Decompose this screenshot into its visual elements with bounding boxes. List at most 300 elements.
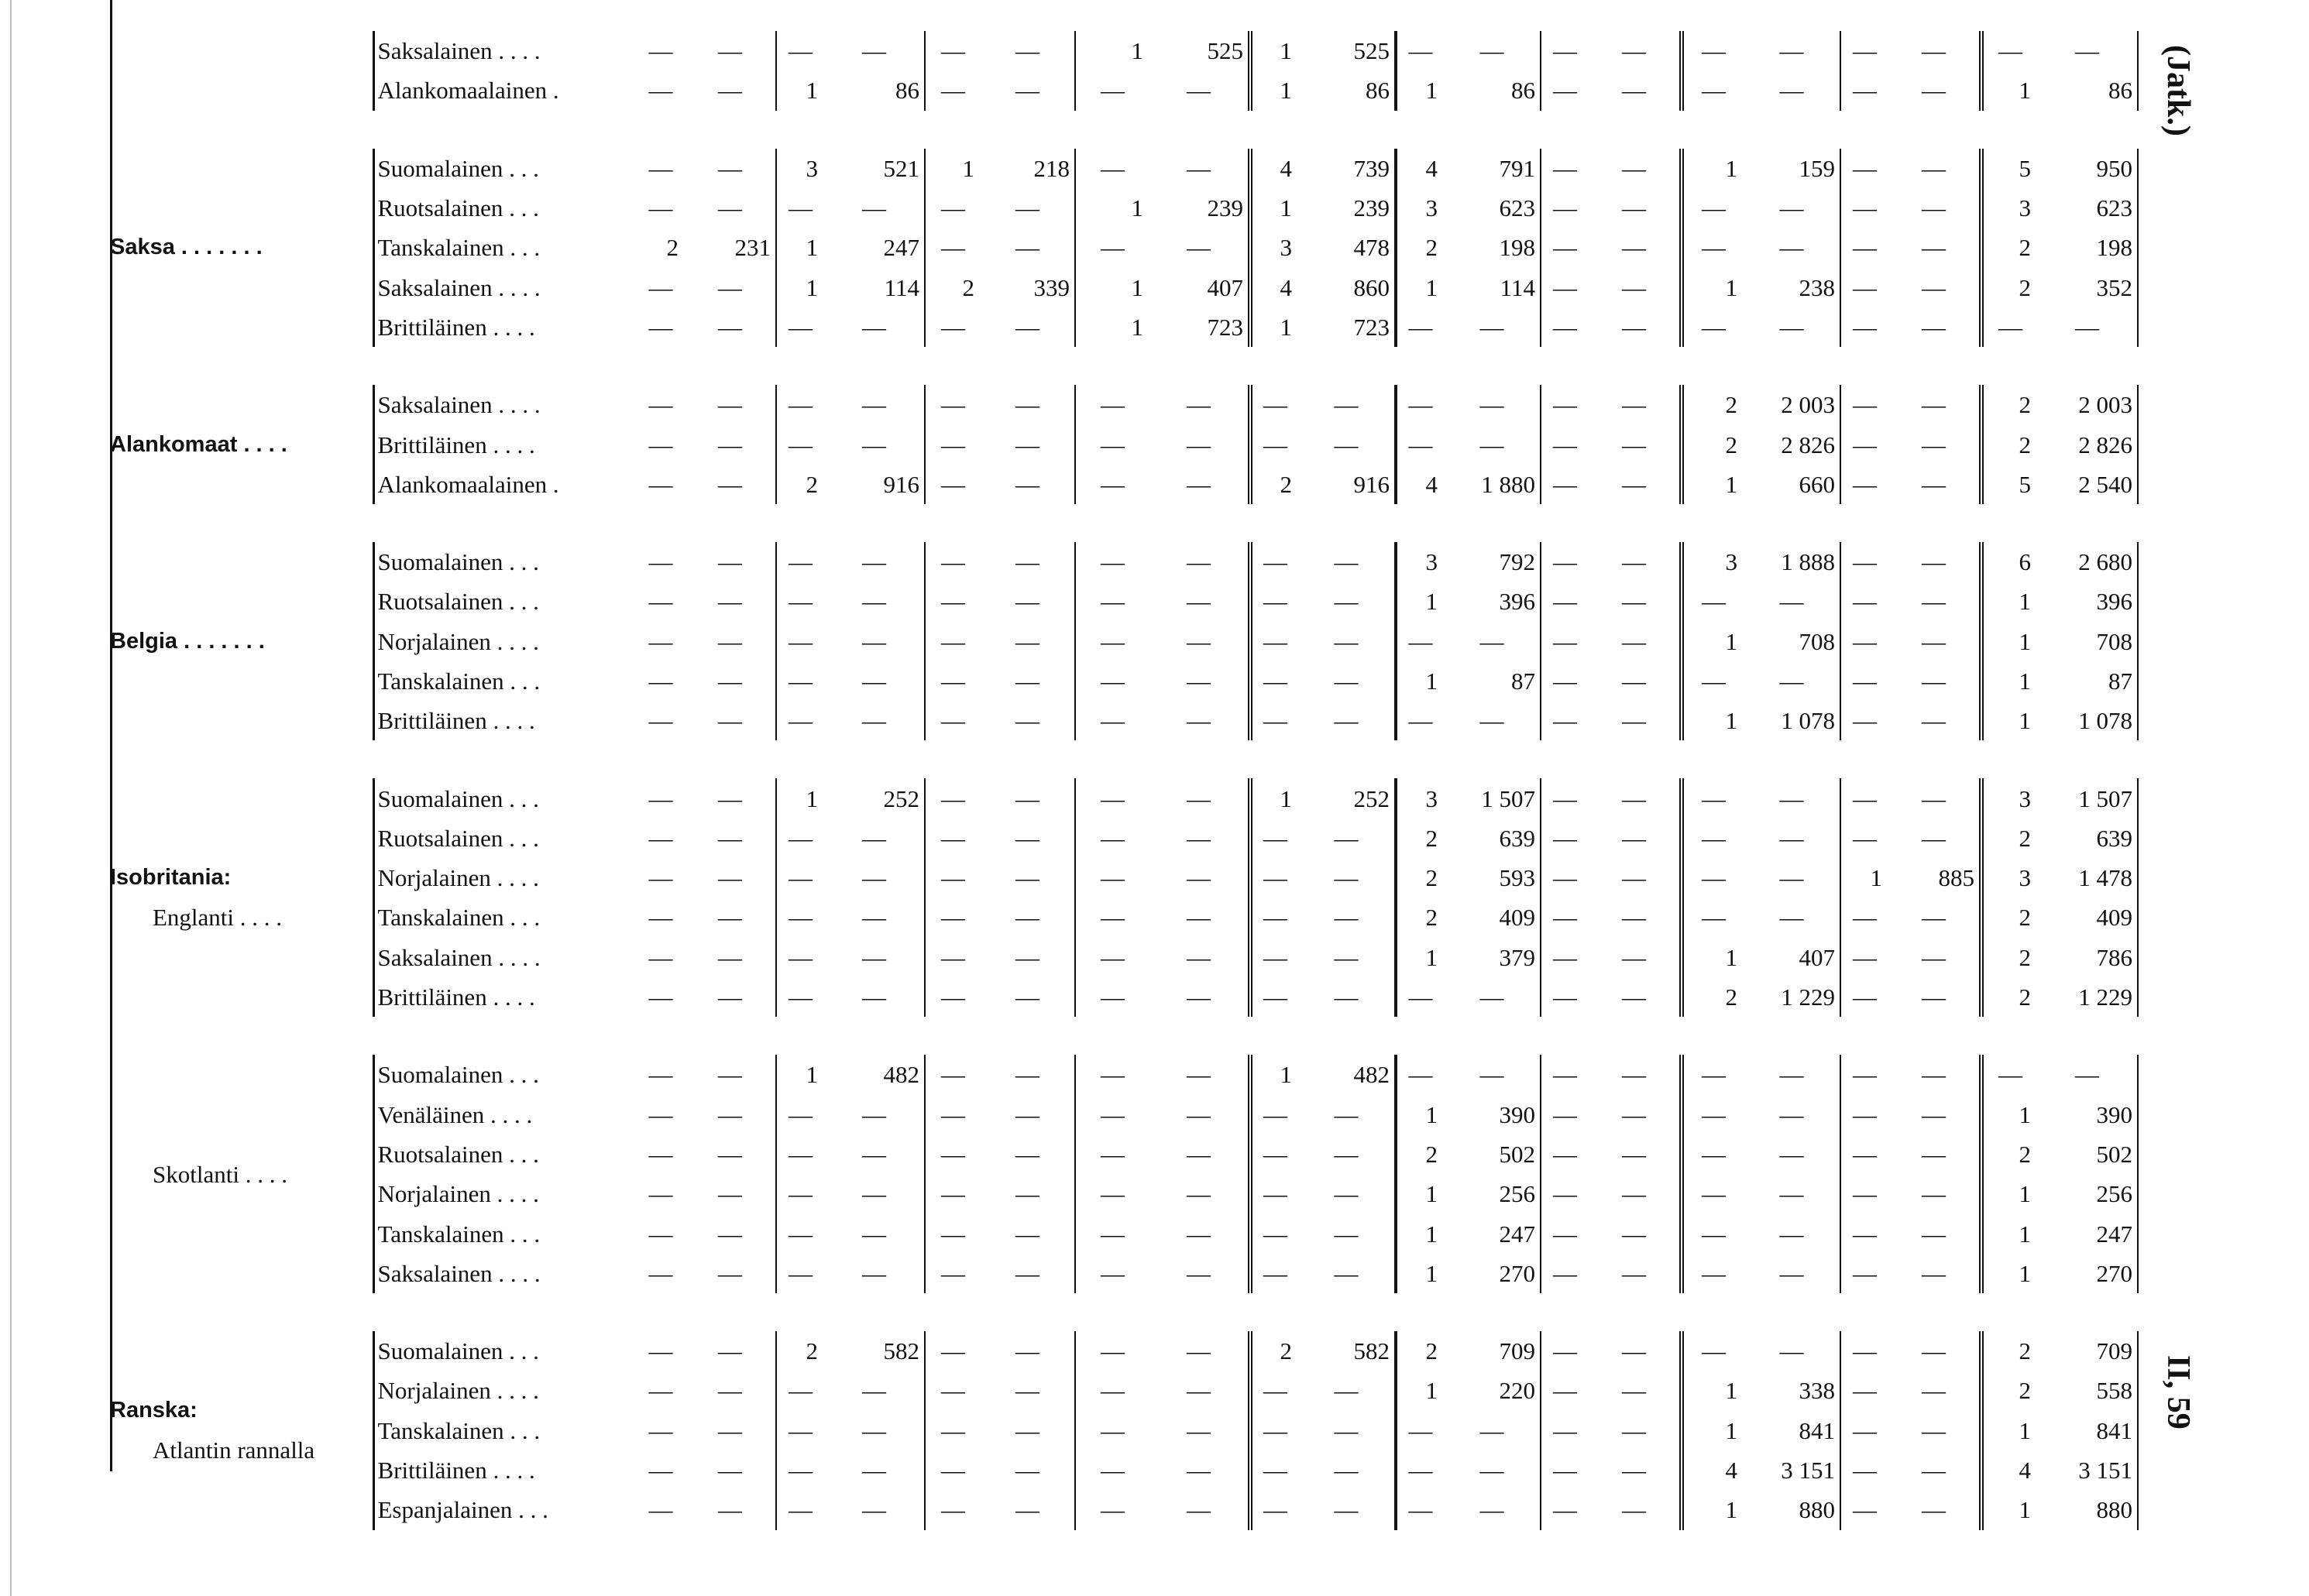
tonnage-cell: —	[1744, 1134, 1840, 1174]
table-row	[110, 1411, 2138, 1450]
count-cell: —	[648, 391, 673, 419]
count-cell: 1	[1280, 313, 1292, 341]
count-cell: —	[1702, 1061, 1726, 1089]
tonnage-cell: —	[1298, 701, 1396, 740]
count-cell: —	[1853, 627, 1877, 655]
count-cell: —	[1702, 77, 1726, 105]
count-cell: —	[1853, 824, 1877, 852]
count-cell: —	[789, 194, 813, 222]
count-cell: 2	[1425, 824, 1438, 852]
count-cell: —	[1101, 1100, 1125, 1128]
tonnage-cell: —	[1149, 1134, 1250, 1174]
group-spacer	[110, 504, 2138, 542]
count-cell: —	[941, 431, 965, 458]
table-row	[110, 307, 2138, 347]
tonnage-cell: —	[1444, 701, 1541, 740]
count-cell: 2	[666, 234, 679, 262]
count-cell: —	[1553, 273, 1577, 301]
count-cell: —	[1408, 1416, 1433, 1444]
count-cell: —	[1408, 983, 1433, 1011]
tonnage-cell: —	[824, 1490, 925, 1529]
count-cell: —	[941, 1140, 965, 1168]
tonnage-cell: 1 507	[2037, 778, 2138, 818]
tonnage-cell: 1 078	[2037, 701, 2138, 740]
tonnage-cell: 114	[1444, 267, 1541, 307]
count-cell: —	[941, 1416, 965, 1444]
count-cell: —	[1263, 1140, 1287, 1168]
flag-nationality: Saksalainen . . . .	[373, 385, 637, 424]
count-cell: 1	[806, 234, 818, 262]
count-cell: 1	[1280, 194, 1292, 222]
count-cell: —	[1263, 864, 1287, 892]
count-cell: —	[1101, 983, 1125, 1011]
count-cell: —	[1853, 983, 1877, 1011]
tonnage-cell: —	[1888, 1174, 1981, 1213]
count-cell: —	[1263, 983, 1287, 1011]
country-cell	[110, 1331, 373, 1529]
count-cell: 3	[1725, 548, 1737, 576]
tonnage-cell: 3 151	[2037, 1450, 2138, 1490]
count-cell: —	[941, 194, 965, 222]
flag-nationality: Ruotsalainen . . .	[373, 582, 637, 621]
count-cell: 1	[2019, 668, 2031, 695]
count-cell: —	[648, 1337, 673, 1365]
tonnage-cell: —	[824, 1411, 925, 1450]
count-cell: —	[1553, 234, 1577, 262]
tonnage-cell: —	[1298, 1174, 1396, 1213]
tonnage-cell: —	[1744, 188, 1840, 228]
count-cell: —	[1408, 37, 1433, 65]
tonnage-cell: 238	[1744, 267, 1840, 307]
tonnage-cell: —	[981, 1134, 1075, 1174]
count-cell: 1	[2019, 1180, 2031, 1208]
country-name: Alankomaat . . . .	[110, 431, 287, 457]
table-row	[110, 1134, 2138, 1174]
count-cell: —	[941, 1496, 965, 1524]
tonnage-cell: 1 888	[1744, 542, 1840, 582]
tonnage-cell: —	[1888, 1490, 1981, 1529]
tonnage-cell: —	[1888, 542, 1981, 582]
tonnage-cell: —	[1149, 385, 1250, 424]
tonnage-cell: —	[1149, 1095, 1250, 1134]
table-row	[110, 1331, 2138, 1371]
tonnage-cell: —	[685, 938, 776, 977]
tonnage-cell: 2 540	[2037, 465, 2138, 504]
tonnage-cell: 220	[1444, 1371, 1541, 1410]
flag-nationality: Tanskalainen . . .	[373, 1213, 637, 1253]
count-cell: —	[789, 1457, 813, 1484]
group-spacer	[110, 740, 2138, 778]
tonnage-cell: —	[1149, 858, 1250, 898]
country-cell	[110, 1055, 373, 1293]
tonnage-cell: 252	[824, 778, 925, 818]
count-cell: —	[1853, 37, 1877, 65]
tonnage-cell: 709	[2037, 1331, 2138, 1371]
count-cell: —	[648, 668, 673, 695]
tonnage-cell: 950	[2037, 149, 2138, 188]
count-cell: —	[648, 37, 673, 65]
tonnage-cell: —	[1149, 977, 1250, 1017]
tonnage-cell: —	[685, 307, 776, 347]
tonnage-cell: —	[981, 465, 1075, 504]
tonnage-cell: —	[1589, 31, 1682, 70]
tonnage-cell: 396	[2037, 582, 2138, 621]
count-cell: —	[648, 1140, 673, 1168]
count-cell: —	[1263, 627, 1287, 655]
table-row	[110, 385, 2138, 424]
count-cell: 3	[2019, 784, 2031, 812]
tonnage-cell: —	[1589, 938, 1682, 977]
tonnage-cell: —	[824, 1450, 925, 1490]
table-row	[110, 1490, 2138, 1529]
count-cell: —	[789, 943, 813, 971]
tonnage-cell: —	[1744, 1331, 1840, 1371]
tonnage-cell: —	[981, 424, 1075, 464]
tonnage-cell: —	[1149, 1490, 1250, 1529]
tonnage-cell: —	[824, 1213, 925, 1253]
tonnage-cell: —	[981, 1254, 1075, 1293]
count-cell: —	[941, 1061, 965, 1089]
count-cell: —	[1853, 194, 1877, 222]
count-cell: 2	[2019, 904, 2031, 932]
count-cell: —	[1101, 627, 1125, 655]
tonnage-cell: —	[685, 31, 776, 70]
flag-nationality: Alankomaalainen .	[373, 465, 637, 504]
count-cell: 1	[1725, 1416, 1737, 1444]
tonnage-cell: —	[1888, 1371, 1981, 1410]
tonnage-cell: —	[824, 622, 925, 661]
count-cell: —	[1263, 1220, 1287, 1248]
tonnage-cell: —	[1744, 307, 1840, 347]
count-cell: —	[1702, 904, 1726, 932]
tonnage-cell: —	[1888, 31, 1981, 70]
table-row	[110, 977, 2138, 1017]
country-name: Belgia . . . . . . .	[110, 628, 265, 654]
tonnage-cell: —	[1298, 1134, 1396, 1174]
region-name: Atlantin rannalla	[153, 1436, 315, 1464]
tonnage-cell: —	[1888, 465, 1981, 504]
tonnage-cell: —	[1149, 1371, 1250, 1410]
tonnage-cell: —	[981, 1490, 1075, 1529]
count-cell: 1	[1725, 470, 1737, 498]
tonnage-cell: —	[1149, 228, 1250, 267]
count-cell: —	[648, 1180, 673, 1208]
count-cell: —	[1101, 1496, 1125, 1524]
count-cell: —	[1853, 904, 1877, 932]
group-spacer	[110, 347, 2138, 385]
count-cell: —	[1408, 1496, 1433, 1524]
count-cell: —	[1553, 470, 1577, 498]
count-cell: —	[1553, 1140, 1577, 1168]
count-cell: —	[789, 627, 813, 655]
count-cell: 2	[1725, 431, 1737, 458]
tonnage-cell: —	[1444, 1411, 1541, 1450]
country-cell	[110, 385, 373, 504]
tonnage-cell: —	[1589, 1254, 1682, 1293]
tonnage-cell: 2 826	[2037, 424, 2138, 464]
count-cell: —	[1263, 707, 1287, 735]
count-cell: 2	[962, 273, 974, 301]
count-cell: —	[1101, 548, 1125, 576]
tonnage-cell: —	[1888, 1213, 1981, 1253]
count-cell: —	[1553, 313, 1577, 341]
tonnage-cell: 639	[1444, 819, 1541, 858]
flag-nationality: Brittiläinen . . . .	[373, 701, 637, 740]
flag-nationality: Brittiläinen . . . .	[373, 1450, 637, 1490]
count-cell: 1	[1725, 154, 1737, 182]
tonnage-cell: 407	[1744, 938, 1840, 977]
count-cell: —	[648, 784, 673, 812]
tonnage-cell: —	[1744, 858, 1840, 898]
count-cell: —	[941, 37, 965, 65]
flag-nationality: Brittiläinen . . . .	[373, 977, 637, 1017]
tonnage-cell: 885	[1888, 858, 1981, 898]
count-cell: 1	[1425, 943, 1438, 971]
count-cell: —	[1408, 707, 1433, 735]
count-cell: —	[1101, 784, 1125, 812]
tonnage-cell: —	[685, 661, 776, 701]
tonnage-cell: —	[1149, 465, 1250, 504]
count-cell: 1	[1725, 1377, 1737, 1405]
tonnage-cell: 198	[1444, 228, 1541, 267]
tonnage-cell: —	[1149, 149, 1250, 188]
country-cell	[110, 542, 373, 740]
tonnage-cell: —	[1744, 582, 1840, 621]
tonnage-cell: 709	[1444, 1331, 1541, 1371]
tonnage-cell: 159	[1744, 149, 1840, 188]
count-cell: —	[1853, 1061, 1877, 1089]
table-row	[110, 1254, 2138, 1293]
tonnage-cell: —	[981, 1371, 1075, 1410]
count-cell: —	[1853, 707, 1877, 735]
tonnage-cell: 660	[1744, 465, 1840, 504]
group-spacer	[110, 111, 2138, 149]
tonnage-cell: —	[1744, 819, 1840, 858]
tonnage-cell: —	[1589, 1411, 1682, 1450]
tonnage-cell: —	[1888, 385, 1981, 424]
count-cell: —	[1853, 1100, 1877, 1128]
table-row	[110, 149, 2138, 188]
tonnage-cell: —	[824, 819, 925, 858]
group-spacer	[110, 1293, 2138, 1331]
tonnage-cell: 252	[1298, 778, 1396, 818]
count-cell: —	[1263, 1457, 1287, 1484]
tonnage-cell: —	[1298, 1450, 1396, 1490]
table-row	[110, 858, 2138, 898]
count-cell: 1	[2019, 1416, 2031, 1444]
flag-nationality: Ruotsalainen . . .	[373, 1134, 637, 1174]
tonnage-cell: 786	[2037, 938, 2138, 977]
count-cell: —	[941, 864, 965, 892]
tonnage-cell: —	[685, 1371, 776, 1410]
count-cell: —	[1101, 77, 1125, 105]
tonnage-cell: 247	[824, 228, 925, 267]
tonnage-cell: —	[1744, 1174, 1840, 1213]
tonnage-cell: —	[1298, 424, 1396, 464]
tonnage-cell: —	[685, 1411, 776, 1450]
tonnage-cell: —	[2037, 1055, 2138, 1094]
count-cell: —	[789, 588, 813, 616]
tonnage-cell: —	[981, 307, 1075, 347]
flag-nationality: Suomalainen . . .	[373, 149, 637, 188]
tonnage-cell: —	[1589, 385, 1682, 424]
tonnage-cell: —	[1888, 582, 1981, 621]
tonnage-cell: —	[824, 661, 925, 701]
count-cell: —	[941, 943, 965, 971]
country-name: Isobritania:	[110, 865, 232, 891]
tonnage-cell: —	[1589, 228, 1682, 267]
tonnage-cell: —	[1888, 228, 1981, 267]
tonnage-cell: 86	[1444, 70, 1541, 110]
tonnage-cell: 270	[2037, 1254, 2138, 1293]
count-cell: 1	[1425, 1259, 1438, 1287]
count-cell: —	[1702, 1180, 1726, 1208]
count-cell: —	[1853, 234, 1877, 262]
tonnage-cell: —	[1589, 149, 1682, 188]
count-cell: —	[1553, 943, 1577, 971]
tonnage-cell: —	[1149, 661, 1250, 701]
count-cell: —	[1101, 470, 1125, 498]
flag-nationality: Norjalainen . . . .	[373, 858, 637, 898]
tonnage-cell: 916	[824, 465, 925, 504]
tonnage-cell: —	[1589, 1174, 1682, 1213]
tonnage-cell: —	[824, 977, 925, 1017]
count-cell: 4	[1725, 1457, 1737, 1484]
count-cell: 2	[2019, 824, 2031, 852]
tonnage-cell: —	[1589, 977, 1682, 1017]
count-cell: —	[941, 1457, 965, 1484]
tonnage-cell: 723	[1298, 307, 1396, 347]
count-cell: —	[1101, 943, 1125, 971]
count-cell: —	[648, 154, 673, 182]
count-cell: 1	[2019, 1100, 2031, 1128]
tonnage-cell: 352	[2037, 267, 2138, 307]
table-row	[110, 938, 2138, 977]
count-cell: —	[648, 707, 673, 735]
flag-nationality: Norjalainen . . . .	[373, 1174, 637, 1213]
tonnage-cell: 916	[1298, 465, 1396, 504]
count-cell: —	[941, 1220, 965, 1248]
tonnage-cell: —	[685, 385, 776, 424]
tonnage-cell: —	[981, 1450, 1075, 1490]
count-cell: —	[1101, 864, 1125, 892]
tonnage-cell: 880	[1744, 1490, 1840, 1529]
tonnage-cell: —	[1744, 228, 1840, 267]
tonnage-cell: 558	[2037, 1371, 2138, 1410]
tonnage-cell: 1 507	[1444, 778, 1541, 818]
tonnage-cell: —	[685, 1095, 776, 1134]
tonnage-cell: —	[1589, 858, 1682, 898]
count-cell: —	[1408, 391, 1433, 419]
tonnage-cell: 708	[2037, 622, 2138, 661]
tonnage-cell: —	[1298, 1411, 1396, 1450]
count-cell: —	[1702, 784, 1726, 812]
count-cell: —	[648, 1259, 673, 1287]
count-cell: —	[1101, 391, 1125, 419]
tonnage-cell: —	[685, 424, 776, 464]
tonnage-cell: —	[824, 1095, 925, 1134]
count-cell: —	[941, 1337, 965, 1365]
tonnage-cell: —	[1149, 1254, 1250, 1293]
tonnage-cell: —	[981, 622, 1075, 661]
tonnage-cell: —	[1298, 1213, 1396, 1253]
count-cell: 3	[1280, 234, 1292, 262]
tonnage-cell: 708	[1744, 622, 1840, 661]
count-cell: 6	[2019, 548, 2031, 576]
count-cell: —	[648, 627, 673, 655]
country-cell	[110, 149, 373, 347]
tonnage-cell: —	[981, 977, 1075, 1017]
tonnage-cell: —	[1744, 661, 1840, 701]
flag-nationality: Suomalainen . . .	[373, 1331, 637, 1371]
count-cell: —	[1853, 431, 1877, 458]
tonnage-cell: —	[1298, 898, 1396, 937]
tonnage-cell: —	[1589, 1213, 1682, 1253]
tonnage-cell: —	[1149, 938, 1250, 977]
count-cell: —	[1998, 313, 2022, 341]
count-cell: —	[1263, 904, 1287, 932]
tonnage-cell: —	[1888, 149, 1981, 188]
count-cell: —	[648, 77, 673, 105]
country-name: Saksa . . . . . . .	[110, 235, 263, 260]
flag-nationality: Tanskalainen . . .	[373, 661, 637, 701]
tonnage-cell: —	[1149, 542, 1250, 582]
count-cell: —	[789, 707, 813, 735]
table-row	[110, 31, 2138, 70]
tonnage-cell: —	[1744, 70, 1840, 110]
count-cell: 1	[1280, 77, 1292, 105]
tonnage-cell: —	[1298, 385, 1396, 424]
count-cell: 1	[1725, 273, 1737, 301]
table-row	[110, 465, 2138, 504]
count-cell: 1	[1280, 1061, 1292, 1089]
tonnage-cell: 87	[1444, 661, 1541, 701]
count-cell: 5	[2019, 154, 2031, 182]
tonnage-cell: —	[824, 1134, 925, 1174]
tonnage-cell: —	[1444, 977, 1541, 1017]
count-cell: —	[1853, 1377, 1877, 1405]
count-cell: 2	[1725, 983, 1737, 1011]
tonnage-cell: —	[1744, 1213, 1840, 1253]
count-cell: 1	[1725, 943, 1737, 971]
count-cell: —	[941, 1377, 965, 1405]
tonnage-cell: —	[1589, 1055, 1682, 1094]
tonnage-cell: 239	[1149, 188, 1250, 228]
count-cell: —	[1553, 77, 1577, 105]
count-cell: —	[1853, 943, 1877, 971]
count-cell: —	[789, 37, 813, 65]
count-cell: 1	[2019, 1220, 2031, 1248]
tonnage-cell: —	[1888, 1134, 1981, 1174]
tonnage-cell: 1 078	[1744, 701, 1840, 740]
flag-nationality: Tanskalainen . . .	[373, 898, 637, 937]
tonnage-cell: 86	[2037, 70, 2138, 110]
tonnage-cell: —	[1589, 188, 1682, 228]
tonnage-cell: —	[1589, 1331, 1682, 1371]
table-row	[110, 424, 2138, 464]
count-cell: 2	[2019, 943, 2031, 971]
table-row	[110, 267, 2138, 307]
tonnage-cell: 1 478	[2037, 858, 2138, 898]
tonnage-cell: —	[685, 70, 776, 110]
count-cell: 1	[1425, 1180, 1438, 1208]
count-cell: —	[1853, 548, 1877, 576]
tonnage-cell: —	[1589, 1371, 1682, 1410]
count-cell: —	[1263, 1496, 1287, 1524]
tonnage-cell: 792	[1444, 542, 1541, 582]
count-cell: 2	[2019, 983, 2031, 1011]
tonnage-cell: 880	[2037, 1490, 2138, 1529]
